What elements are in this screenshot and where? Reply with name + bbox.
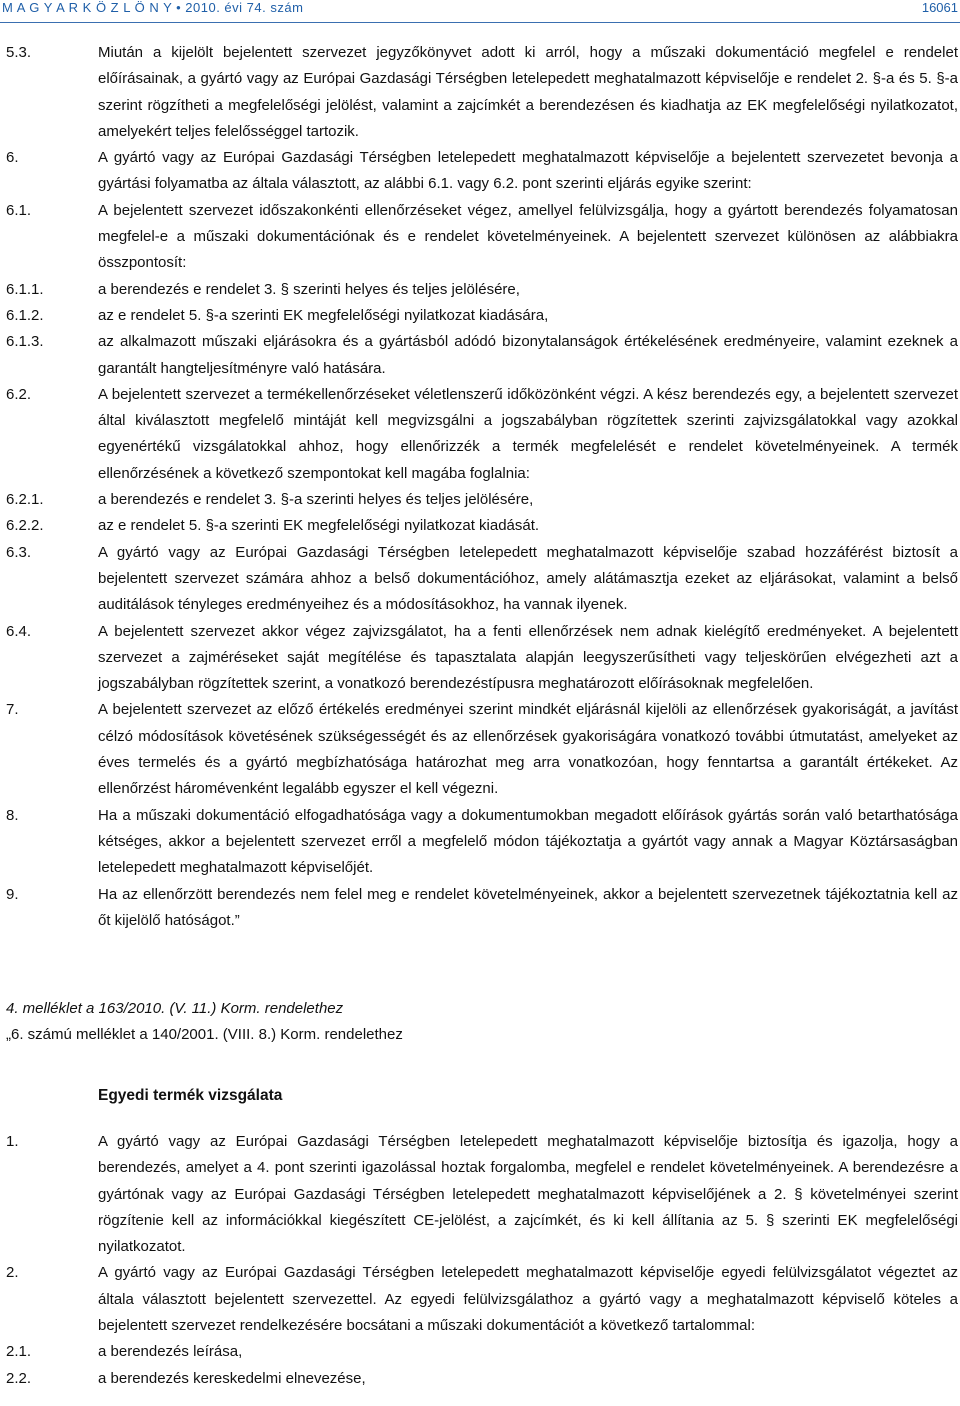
paragraph-text: A gyártó vagy az Európai Gazdasági Térségben letelepedett meghatalmazott képviselője szabad hozzáférést biztosít a bejelentett szervezet számára ahhoz a belső dokumentációhoz, amely alátámasztja ezeket az eljárásokat, valamint a belső auditálások tényleges eredményeihez és a módosításokhoz, ha vannak ilyenek. [98, 543, 958, 614]
paragraph-text: a berendezés kereskedelmi elnevezése, [98, 1369, 366, 1387]
paragraph-text: Miután a kijelölt bejelentett szervezet jegyzőkönyvet adott ki arról, hogy a műszaki dokumentáció megfelel e rendelet előírásainak, a gyártó vagy az Európai Gazdasági Térségben letelepedett meghatalmazott képviselője e rendelet 2. §-a és 5. §-a szerint rögzítheti a megfelelőségi jelölést, valamint a zajcímkét a berendezésen és kiadhatja az EK megfelelőségi nyilatkozatot, amelyekért teljes felelősséggel tartozik. [98, 44, 958, 140]
paragraph-number: 6.3. [6, 543, 32, 561]
numbered-paragraph [6, 513, 958, 539]
numbered-paragraph [6, 1129, 958, 1260]
paragraph-number: 1. [6, 1132, 19, 1150]
paragraph-number: 8. [6, 806, 19, 824]
paragraph-text: A gyártó vagy az Európai Gazdasági Térségben letelepedett meghatalmazott képviselője biztosítja és igazolja, hogy a berendezés, amelyet a 4. pont szerinti igazolással hoztak forgalomba, megfelel e rendelet követelményeinek. A berendezésre a gyártónak vagy az Európai Gazdasági Térségben letelepedett meghatalmazott képviselőjének a 2. § követelményei szerint rögzítenie kell az információkkal kiegészített CE-jelölést, a zajcímkét, és ki kell állítania az 5. § szerinti EK megfelelőségi nyilatkozatot. [98, 1132, 958, 1256]
paragraph-number: 2.1. [6, 1343, 32, 1361]
numbered-paragraph [6, 329, 958, 382]
numbered-paragraph [6, 697, 958, 802]
numbered-paragraph [6, 540, 958, 619]
page-number: 16061 [921, 0, 958, 15]
annex-numbered-paragraphs [6, 1129, 958, 1392]
paragraph-number: 2. [6, 1264, 19, 1282]
paragraph-text: A bejelentett szervezet az előző értékelés eredményei szerint mindkét eljárásnál kijelöli az ellenőrzések gyakoriságát, a javítást célzó módosítások követésének szükségességét és az ellenőrzések gyakoriságára vonatkozó további útmutatást, amelyeket az éves termelés és a gyártó megbízhatósága határozhat meg arra vonatkozóan, hogy fenntartsa a garantált értékeket. Az ellenőrzést háromévenként legalább egyszer el kell végezni. [98, 701, 958, 798]
paragraph-number: 6.1.3. [6, 333, 44, 351]
numbered-paragraphs [6, 40, 958, 934]
numbered-paragraph [6, 1260, 958, 1339]
paragraph-text: Ha a műszaki dokumentáció elfogadhatósága vagy a dokumentumokban megadott előírások gyártás során való betarthatósága kétséges, akkor a bejelentett szervezet erről a megfelelő módon tájékoztatja a gyártót vagy annak a Magyar Köztársaságban letelepedett meghatalmazott képviselőjét. [98, 806, 958, 877]
paragraph-number: 2.2. [6, 1369, 32, 1387]
journal-title: M A G Y A R K Ö Z L Ö N Y • 2010. évi 74. szám [2, 0, 304, 15]
paragraph-number: 6.2.1. [6, 491, 44, 509]
paragraph-text: A gyártó vagy az Európai Gazdasági Térségben letelepedett meghatalmazott képviselője a bejelentett szervezetet bevonja a gyártási folyamatba az általa választott, az alábbi 6.1. vagy 6.2. pont szerinti eljárás egyike szerint: [98, 149, 958, 193]
document-body [6, 40, 958, 1392]
paragraph-number: 6.2.2. [6, 517, 44, 535]
annex-title: 4. melléklet a 163/2010. (V. 11.) Korm. rendelethez [6, 1000, 344, 1018]
spacer [6, 1049, 958, 1083]
paragraph-text: a berendezés leírása, [98, 1343, 243, 1361]
paragraph-text: az e rendelet 5. §-a szerinti EK megfelelőségi nyilatkozat kiadását. [98, 517, 540, 535]
paragraph-text: a berendezés e rendelet 3. § szerinti helyes és teljes jelölésére, [98, 280, 520, 298]
paragraph-text: Ha az ellenőrzött berendezés nem felel meg e rendelet követelményeinek, akkor a bejelentett szervezetnek tájékoztatnia kell az őt kijelölő hatóságot.” [98, 885, 958, 929]
paragraph-number: 9. [6, 885, 19, 903]
paragraph-text: A bejelentett szervezet a termékellenőrzéseket véletlenszerű időközönként végzi. A kész berendezés egy, a bejelentett szervezet által kiválasztott megfelelő mintáját kell megvizsgálni a jogszabályban rögzítettek szerinti zajvizsgálatokkal vagy azokkal egyenértékű vizsgálatokkal ahhoz, hogy ellenőrizzék a termék megfelelését e rendelet követelményeinek. A termék ellenőrzésének a következő szempontokat kell magába foglalnia: [98, 385, 958, 482]
paragraph-number: 7. [6, 701, 19, 719]
numbered-paragraph [6, 303, 958, 329]
paragraph-number: 6.1. [6, 201, 32, 219]
paragraph-number: 6.4. [6, 622, 32, 640]
section-title: Egyedi termék vizsgálata [98, 1086, 283, 1104]
numbered-paragraph [6, 1366, 958, 1392]
annex-subtitle: „6. számú melléklet a 140/2001. (VIII. 8.) Korm. rendelethez [6, 1026, 403, 1044]
paragraph-number: 6.1.1. [6, 280, 44, 298]
paragraph-text: A bejelentett szervezet időszakonkénti ellenőrzéseket végez, amellyel felülvizsgálja, hogy a gyártott berendezés folyamatosan megfelel-e a műszaki dokumentációnak és e rendelet követelményeinek. A bejelentett szervezet különösen az alábbiakra összpontosít: [98, 201, 958, 272]
paragraph-text: A gyártó vagy az Európai Gazdasági Térségben letelepedett meghatalmazott képviselője egyedi felülvizsgálatot végeztet az általa választott bejelentett szervezettel. Az egyedi felülvizsgálathoz a gyártó vagy a meghatalmazott képviselő köteles a bejelentett szervezet rendelkezésére bocsátani a műszaki dokumentációt a következő tartalommal: [98, 1264, 958, 1335]
numbered-paragraph [6, 40, 958, 145]
spacer [6, 1109, 958, 1129]
page-header [0, 0, 960, 23]
paragraph-text: az e rendelet 5. §-a szerinti EK megfelelőségi nyilatkozat kiadására, [98, 306, 549, 324]
paragraph-text: A bejelentett szervezet akkor végez zajvizsgálatot, ha a fenti ellenőrzések nem adnak kielégítő eredményeket. A bejelentett szervezet a zajméréseket saját megítélése és tapasztalata alapján leegyszerűsítheti vagy teljeskörűen elvégezheti azt a jogszabályban rögzítettek szerint, a vonatkozó berendezéstípusra meghatározott előírásoknak megfelelően. [98, 622, 958, 693]
paragraph-number: 6.1.2. [6, 306, 44, 324]
paragraph-text: a berendezés e rendelet 3. §-a szerinti helyes és teljes jelölésére, [98, 491, 534, 509]
numbered-paragraph [6, 198, 958, 277]
paragraph-number: 5.3. [6, 44, 32, 61]
numbered-paragraph [6, 277, 958, 303]
numbered-paragraph [6, 487, 958, 513]
paragraph-number: 6. [6, 149, 19, 167]
numbered-paragraph [6, 382, 958, 487]
numbered-paragraph [6, 145, 958, 198]
numbered-paragraph [6, 803, 958, 882]
numbered-paragraph [6, 882, 958, 935]
paragraph-number: 6.2. [6, 385, 32, 403]
paragraph-text: az alkalmazott műszaki eljárásokra és a gyártásból adódó bizonytalanságok értékelésének eredményeire, valamint ezeknek a garantált hangteljesítményre való hatására. [98, 333, 958, 377]
numbered-paragraph [6, 619, 958, 698]
numbered-paragraph [6, 1339, 958, 1365]
spacer [6, 934, 958, 996]
